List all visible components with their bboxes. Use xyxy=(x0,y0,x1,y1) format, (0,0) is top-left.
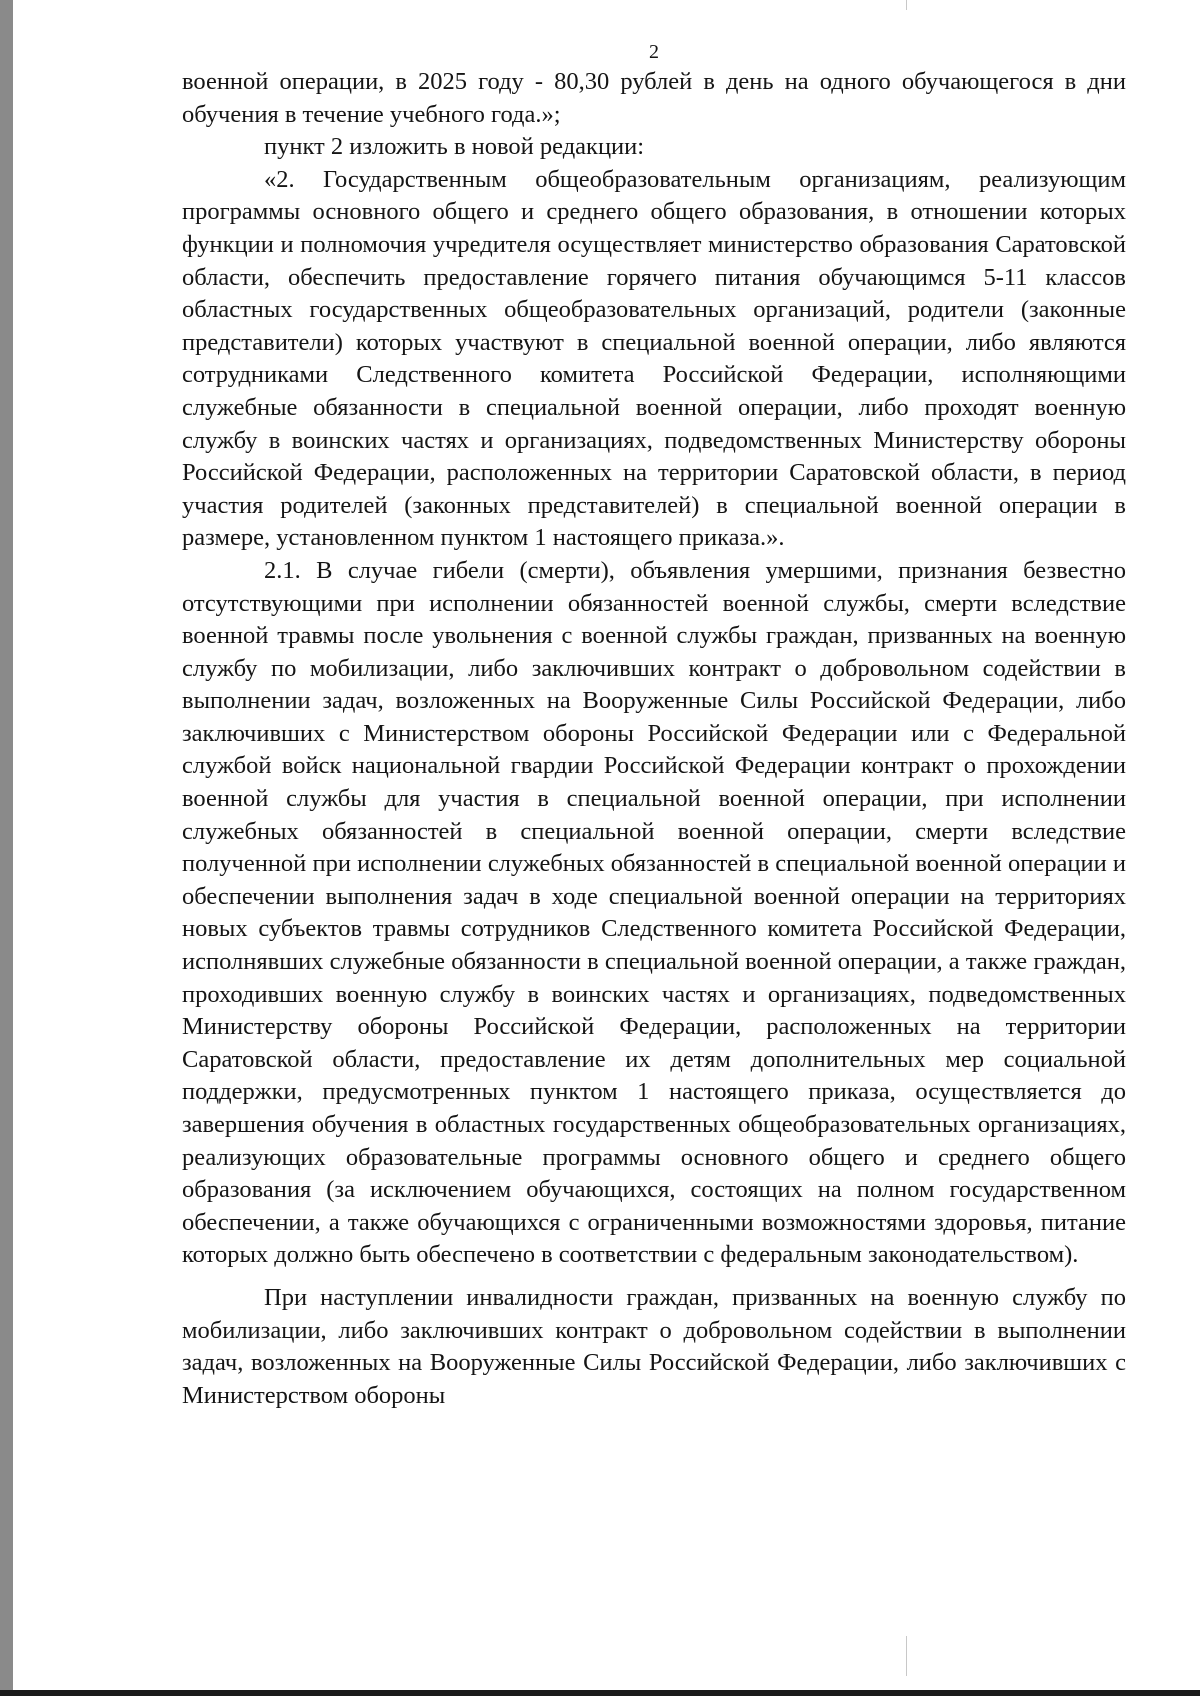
scan-artifact-line xyxy=(906,0,907,10)
paragraph-disability: При наступлении инвалидности граждан, призванных на военную службу по мобилизации, либо заключивших контракт о добровольном содействии в выполнении задач, возложенных на Вооруженные Силы Российской Федерации, либо заключивших с Министерством обороны xyxy=(182,1283,1126,1409)
paragraph-item-2-1: 2.1. В случае гибели (смерти), объявления умершими, признания безвестно отсутствующими при исполнении обязанностей военной службы, смерти вследствие военной травмы после увольнения с военной службы граждан, призванных на военную службу по мобилизации, либо заключивших контракт о добровольном содействии в выполнении задач, возложенных на Вооруженные Силы Российской Федерации, либо заключивших с Министерством обороны Российской Федерации или с Федеральной службой войск национальной гвардии Российской Федерации контракт о прохождении военной службы для участия в специальной военной операции, при исполнении служебных обязанностей в специальной военной операции, смерти вследствие полученной при исполнении служебных обязанностей в специальной военной операции и обеспечении выполнения задач в ходе специальной военной операции на территориях новых субъектов травмы сотрудников Следственного комитета Российской Федерации, исполнявших служебные обязанности в специальной военной операции, а также граждан, проходивших военную службу в воинских частях и организациях, подведомственных Министерству обороны Российской Федерации, расположенных на территории Саратовской области, предоставление их детям дополнительных мер социальной поддержки, предусмотренных пунктом 1 настоящего приказа, осуществляется до завершения обучения в областных государственных общеобразовательных организациях, реализующих образовательные программы основного общего и среднего общего образования (за исключением обучающихся, состоящих на полном государственном обеспечении, а также обучающихся с ограниченными возможностями здоровья, питание которых должно быть обеспечено в соответствии с федеральным законодательством). xyxy=(182,556,1126,1269)
scan-artifact-line xyxy=(906,1636,907,1676)
document-page xyxy=(182,34,1126,1412)
paragraph-amendment-intro: пункт 2 изложить в новой редакции: xyxy=(264,133,645,161)
paragraph-item-2: «2. Государственным общеобразовательным организациям, реализующим программы основного общего и среднего общего образования, в отношении которых функции и полномочия учредителя осуществляет министерство образования Саратовской области, обеспечить предоставление горячего питания обучающимся 5-11 классов областных государственных общеобразовательных организаций, родители (законные представители) которых участвуют в специальной военной операции, либо являются сотрудниками Следственного комитета Российской Федерации, исполняющими служебные обязанности в специальной военной операции, либо проходят военную службу в воинских частях и организациях, подведомственных Министерству обороны Российской Федерации, расположенных на территории Саратовской области, в период участия родителей (законных представителей) в специальной военной операции в размере, установленном пунктом 1 настоящего приказа.». xyxy=(182,165,1126,552)
page-number: 2 xyxy=(649,41,659,63)
scan-bottom-edge xyxy=(0,1690,1200,1696)
scan-left-edge xyxy=(0,0,13,1696)
paragraph-continuation: военной операции, в 2025 году - 80,30 рублей в день на одного обучающегося в дни обучения в течение учебного года.»; xyxy=(182,68,1126,128)
